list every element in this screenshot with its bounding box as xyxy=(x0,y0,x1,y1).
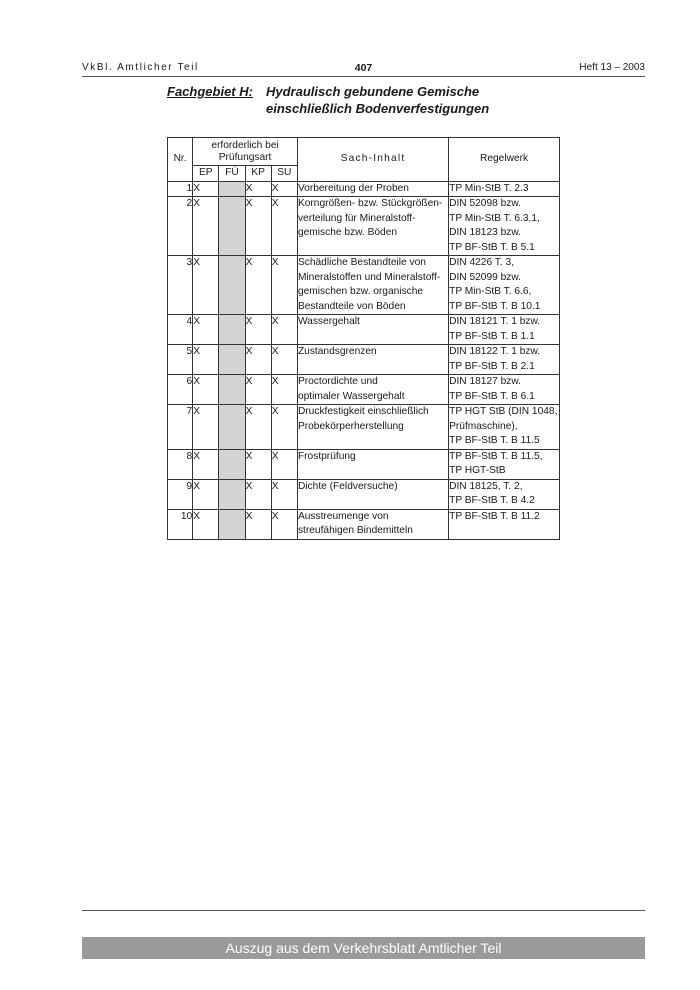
fu-mark xyxy=(219,345,245,375)
sach-inhalt-cell xyxy=(297,449,448,479)
table-row xyxy=(168,405,560,450)
row-number: 4 xyxy=(168,315,193,345)
row-number: 8 xyxy=(168,449,193,479)
fu-mark xyxy=(219,479,245,509)
test-table xyxy=(167,137,560,540)
table-row xyxy=(168,509,560,539)
regelwerk-line: TP BF-StB T. B 10.1 xyxy=(449,300,541,312)
regelwerk-line: DIN 18127 bzw. xyxy=(449,376,522,387)
sach-inhalt-line: Frostprüfung xyxy=(297,450,356,462)
regelwerk-line: TP Min-StB T. 2.3 xyxy=(449,182,529,194)
regelwerk-cell xyxy=(449,315,560,345)
regelwerk-line: TP BF-StB T. B 2.1 xyxy=(449,360,535,372)
row-number: 5 xyxy=(168,345,193,375)
table-row xyxy=(168,315,560,345)
page-number: 407 xyxy=(354,62,373,74)
su-mark: X xyxy=(271,197,297,256)
fu-mark xyxy=(219,197,245,256)
kp-mark: X xyxy=(245,479,271,509)
table-row xyxy=(168,375,560,405)
regelwerk-line: TP HGT-StB xyxy=(449,465,506,476)
regelwerk-line: DIN 18123 bzw. xyxy=(449,227,522,238)
sach-inhalt-line: Ausstreumenge von xyxy=(297,510,389,522)
fu-mark xyxy=(219,449,245,479)
regelwerk-line: DIN 18121 T. 1 bzw. xyxy=(449,316,541,327)
sach-inhalt-line: gemische bzw. Böden xyxy=(297,227,398,238)
table-row xyxy=(168,181,560,197)
regelwerk-line: Prüfmaschine), xyxy=(449,420,518,432)
header-kp: KP xyxy=(245,166,271,182)
sach-inhalt-cell xyxy=(297,375,448,405)
sach-inhalt-line: Druckfestigkeit einschließlich xyxy=(297,406,429,417)
fu-mark xyxy=(219,315,245,345)
sach-inhalt-line: Zustandsgrenzen xyxy=(297,346,377,357)
ep-mark: X xyxy=(193,375,219,405)
regelwerk-line: TP BF-StB T. B 5.1 xyxy=(449,241,535,253)
sach-inhalt-cell xyxy=(297,181,448,197)
row-number: 6 xyxy=(168,375,193,405)
header-ep: EP xyxy=(193,166,219,182)
ep-mark: X xyxy=(193,449,219,479)
kp-mark: X xyxy=(245,405,271,450)
sach-inhalt-cell xyxy=(297,345,448,375)
header-group-line: Prüfungsart xyxy=(218,151,272,163)
regelwerk-line: DIN 52099 bzw. xyxy=(449,271,522,283)
sach-inhalt-line: Probekörperherstellung xyxy=(297,420,404,432)
regelwerk-line: DIN 18122 T. 1 bzw. xyxy=(449,346,541,357)
table-row xyxy=(168,449,560,479)
regelwerk-line: TP BF-StB T. B 11.2 xyxy=(449,510,540,522)
table-body xyxy=(168,181,560,539)
ep-mark: X xyxy=(193,181,219,197)
sach-inhalt-line: Bestandteile von Böden xyxy=(297,300,406,312)
fu-mark xyxy=(219,509,245,539)
ep-mark: X xyxy=(193,197,219,256)
ep-mark: X xyxy=(193,405,219,450)
section-title-line: einschließlich Bodenverfestigungen xyxy=(266,101,490,116)
ep-mark: X xyxy=(193,509,219,539)
regelwerk-line: DIN 52098 bzw. xyxy=(449,198,522,209)
sach-inhalt-cell xyxy=(297,256,448,315)
row-number: 10 xyxy=(168,509,193,539)
sach-inhalt-line: Dichte (Feldversuche) xyxy=(297,480,398,492)
regelwerk-line: TP BF-StB T. B 1.1 xyxy=(449,330,535,342)
header-divider xyxy=(82,76,645,77)
sach-inhalt-line: Korngrößen- bzw. Stückgrößen- xyxy=(297,198,443,209)
page-header xyxy=(82,62,645,76)
section-title xyxy=(266,83,566,117)
regelwerk-line: TP BF-StB T. B 11.5 xyxy=(449,435,540,446)
regelwerk-cell xyxy=(449,256,560,315)
sach-inhalt-line: streufähigen Bindemitteln xyxy=(297,525,413,536)
fu-mark xyxy=(219,256,245,315)
ep-mark: X xyxy=(193,315,219,345)
header-group-line: erforderlich bei xyxy=(211,139,279,151)
regelwerk-line: TP Min-StB T. 6.6, xyxy=(449,286,532,297)
fu-mark xyxy=(219,375,245,405)
issue-label: Heft 13 – 2003 xyxy=(579,62,645,73)
header-nr: Nr. xyxy=(168,138,193,182)
sach-inhalt-line: gemischen bzw. organische xyxy=(297,286,424,297)
sach-inhalt-line: Mineralstoffen und Mineralstoff- xyxy=(297,271,441,283)
sach-inhalt-line: Proctordichte und xyxy=(297,376,378,387)
ep-mark: X xyxy=(193,256,219,315)
regelwerk-line: DIN 4226 T. 3, xyxy=(449,257,515,268)
fu-mark xyxy=(219,405,245,450)
su-mark: X xyxy=(271,449,297,479)
su-mark: X xyxy=(271,405,297,450)
regelwerk-cell xyxy=(449,197,560,256)
regelwerk-cell xyxy=(449,479,560,509)
header-su: SU xyxy=(271,166,297,182)
journal-name: VkBl. Amtlicher Teil xyxy=(82,62,199,73)
regelwerk-cell xyxy=(449,181,560,197)
regelwerk-cell xyxy=(449,509,560,539)
sach-inhalt-cell xyxy=(297,479,448,509)
ep-mark: X xyxy=(193,479,219,509)
su-mark: X xyxy=(271,345,297,375)
regelwerk-line: TP Min-StB T. 6.3.1, xyxy=(449,212,540,224)
kp-mark: X xyxy=(245,375,271,405)
sach-inhalt-line: Vorbereitung der Proben xyxy=(297,182,409,194)
regelwerk-line: TP BF-StB T. B 4.2 xyxy=(449,495,535,506)
row-number: 9 xyxy=(168,479,193,509)
regelwerk-cell xyxy=(449,405,560,450)
kp-mark: X xyxy=(245,509,271,539)
footer-divider xyxy=(82,910,645,911)
sach-inhalt-line: optimaler Wassergehalt xyxy=(297,390,405,402)
su-mark: X xyxy=(271,256,297,315)
su-mark: X xyxy=(271,509,297,539)
regelwerk-line: DIN 18125, T. 2, xyxy=(449,480,523,492)
row-number: 1 xyxy=(168,181,193,197)
regelwerk-line: TP BF-StB T. B 6.1 xyxy=(449,390,535,402)
kp-mark: X xyxy=(245,345,271,375)
table-row xyxy=(168,197,560,256)
su-mark: X xyxy=(271,181,297,197)
regelwerk-line: TP BF-StB T. B 11.5, xyxy=(449,450,543,462)
su-mark: X xyxy=(271,375,297,405)
table-row xyxy=(168,256,560,315)
su-mark: X xyxy=(271,315,297,345)
section-title-line: Hydraulisch gebundene Gemische xyxy=(266,84,480,99)
sach-inhalt-cell xyxy=(297,405,448,450)
kp-mark: X xyxy=(245,181,271,197)
regelwerk-cell xyxy=(449,345,560,375)
header-pruefungsart xyxy=(193,138,298,166)
header-regelwerk: Regelwerk xyxy=(449,138,560,182)
kp-mark: X xyxy=(245,197,271,256)
regelwerk-line: TP HGT StB (DIN 1048, xyxy=(449,406,558,417)
footer-banner: Auszug aus dem Verkehrsblatt Amtlicher Teil xyxy=(82,937,645,959)
fu-mark xyxy=(219,181,245,197)
sach-inhalt-cell xyxy=(297,509,448,539)
table-row xyxy=(168,479,560,509)
kp-mark: X xyxy=(245,315,271,345)
header-sach-inhalt: Sach-Inhalt xyxy=(297,138,448,182)
regelwerk-cell xyxy=(449,375,560,405)
kp-mark: X xyxy=(245,449,271,479)
sach-inhalt-cell xyxy=(297,197,448,256)
row-number: 3 xyxy=(168,256,193,315)
table-row xyxy=(168,345,560,375)
sach-inhalt-line: verteilung für Mineralstoff- xyxy=(297,212,416,224)
kp-mark: X xyxy=(245,256,271,315)
sach-inhalt-line: Schädliche Bestandteile von xyxy=(297,257,426,268)
sach-inhalt-line: Wassergehalt xyxy=(297,316,360,327)
su-mark: X xyxy=(271,479,297,509)
header-fu: FÜ xyxy=(219,166,245,182)
row-number: 7 xyxy=(168,405,193,450)
row-number: 2 xyxy=(168,197,193,256)
sach-inhalt-cell xyxy=(297,315,448,345)
ep-mark: X xyxy=(193,345,219,375)
section-label: Fachgebiet H: xyxy=(167,84,253,99)
regelwerk-cell xyxy=(449,449,560,479)
